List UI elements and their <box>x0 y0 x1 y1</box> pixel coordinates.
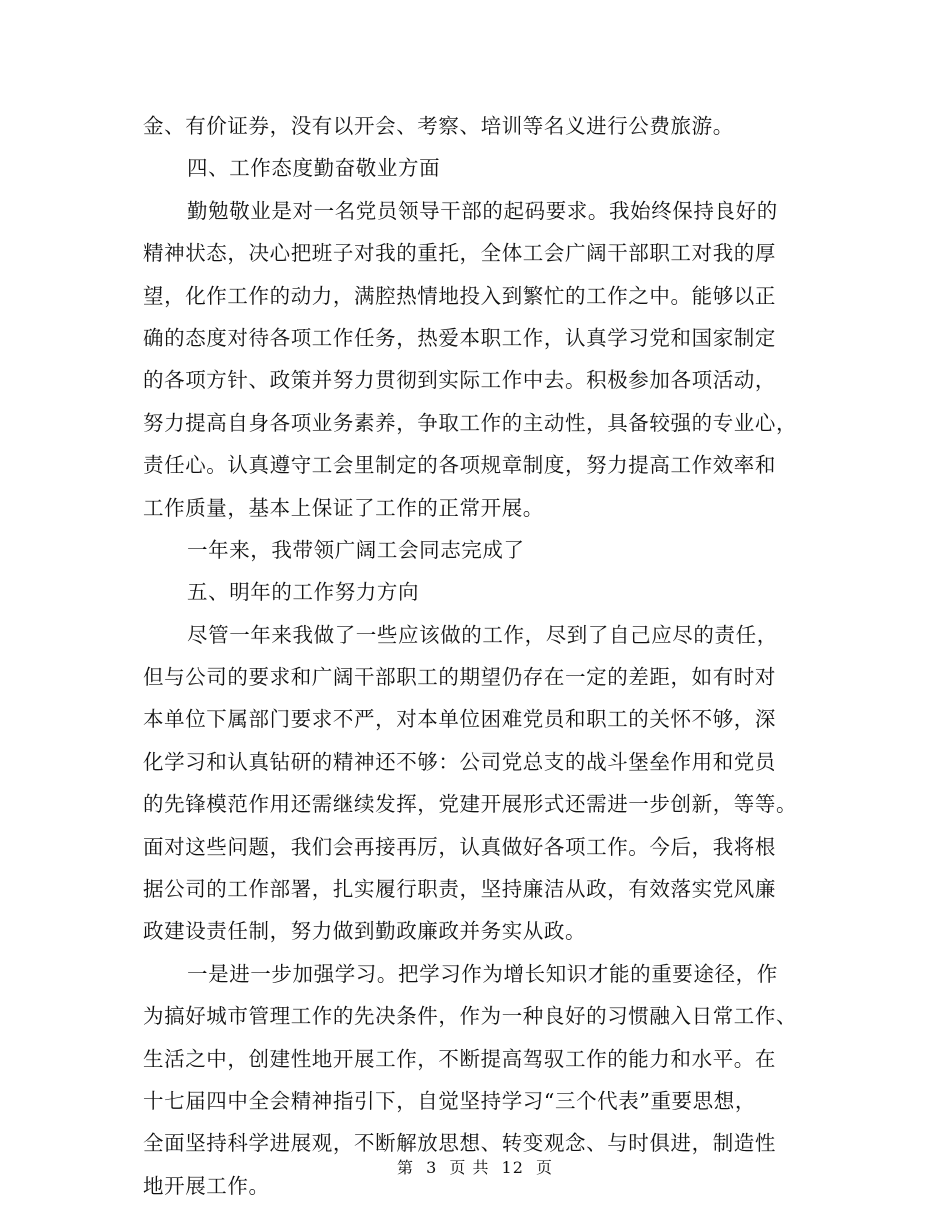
text-line: 但与公司的要求和广阔干部职工的期望仍存在一定的差距，如有时对 <box>143 665 776 690</box>
text-line: 十七届四中全会精神指引下，自觉坚持学习“三个代表”重要思想， <box>143 1088 756 1113</box>
text-line: 望，化作工作的动力，满腔热情地投入到繁忙的工作之中。能够以正 <box>143 283 776 308</box>
text-line: 为搞好城市管理工作的先决条件，作为一种良好的习惯融入日常工作、 <box>143 1004 798 1029</box>
text-line: 精神状态，决心把班子对我的重托，全体工会广阔干部职工对我的厚 <box>143 241 776 266</box>
text-line: 化学习和认真钻研的精神还不够：公司党总支的战斗堡垒作用和党员 <box>143 749 776 774</box>
page-number: 3 <box>426 1158 438 1177</box>
footer-middle: 页 共 <box>449 1158 490 1177</box>
section-heading-work-attitude: 四、工作态度勤奋敬业方面 <box>187 156 441 181</box>
text-line: 金、有价证券，没有以开会、考察、培训等名义进行公费旅游。 <box>143 114 734 138</box>
text-line: 生活之中，创建性地开展工作，不断提高驾驭工作的能力和水平。在 <box>143 1046 776 1071</box>
text-line: 地开展工作。 <box>143 1173 270 1198</box>
text-line: 一年来，我带领广阔工会同志完成了 <box>187 537 525 562</box>
text-line: 据公司的工作部署，扎实履行职责，坚持廉洁从政，有效落实党风廉 <box>143 877 776 902</box>
text-line: 全面坚持科学进展观，不断解放思想、转变观念、与时俱进，制造性 <box>143 1131 776 1156</box>
text-line: 尽管一年来我做了一些应该做的工作，尽到了自己应尽的责任， <box>187 622 778 647</box>
page-footer <box>0 1155 950 1178</box>
text-line: 确的态度对待各项工作任务，热爱本职工作，认真学习党和国家制定 <box>143 325 776 350</box>
text-line: 面对这些问题，我们会再接再厉，认真做好各项工作。今后，我将根 <box>143 834 776 859</box>
body-text <box>143 105 803 1207</box>
text-line: 的先锋模范作用还需继续发挥，党建开展形式还需进一步创新，等等。 <box>143 792 798 817</box>
footer-suffix: 页 <box>536 1158 554 1177</box>
text-line: 努力提高自身各项业务素养，争取工作的主动性，具备较强的专业心， <box>143 410 798 435</box>
total-pages: 12 <box>501 1158 524 1177</box>
text-line: 政建设责任制，努力做到勤政廉政并务实从政。 <box>143 919 587 944</box>
section-heading-next-year: 五、明年的工作努力方向 <box>187 580 420 605</box>
text-line: 一是进一步加强学习。把学习作为增长知识才能的重要途径，作 <box>187 961 778 986</box>
text-line: 的各项方针、政策并努力贯彻到实际工作中去。积极参加各项活动， <box>143 368 776 393</box>
text-line: 工作质量，基本上保证了工作的正常开展。 <box>143 495 544 520</box>
text-line: 责任心。认真遵守工会里制定的各项规章制度，努力提高工作效率和 <box>143 453 776 478</box>
footer-prefix: 第 <box>396 1158 414 1177</box>
text-line: 本单位下属部门要求不严，对本单位困难党员和职工的关怀不够，深 <box>143 707 776 732</box>
text-line: 勤勉敬业是对一名党员领导干部的起码要求。我始终保持良好的 <box>187 198 778 223</box>
